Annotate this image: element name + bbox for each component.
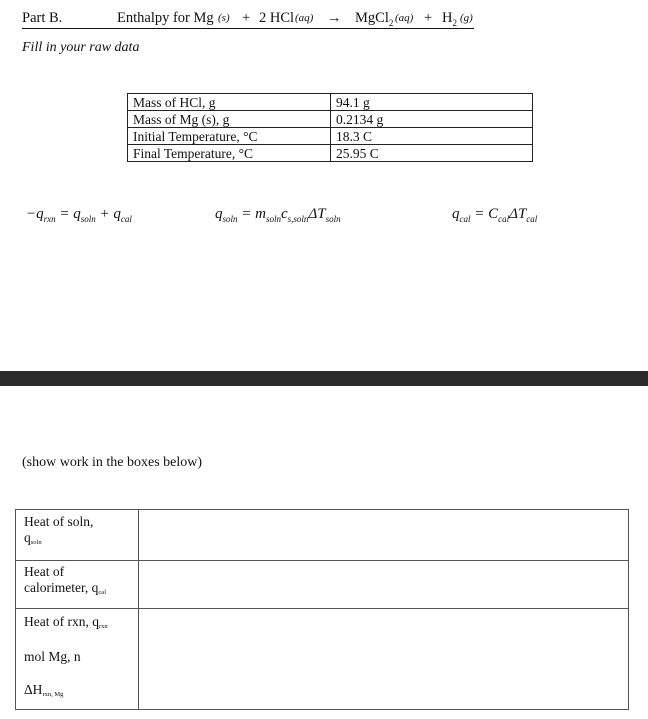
delta-h-label: $\Delta H_{rxn, Mg}$ [24, 682, 64, 698]
reaction-arrow: → [327, 10, 342, 26]
row-label: Initial Temperature, °C [128, 128, 331, 145]
row-value[interactable]: 25.95 C [331, 145, 533, 162]
plus-sign: + [242, 10, 251, 26]
heat-of-rxn-label: Heat of rxn, $q_{rxn}$ [24, 614, 108, 630]
table-row [128, 111, 533, 128]
row-value[interactable]: 0.2134 g [331, 111, 533, 128]
mg-state: (s) [218, 12, 230, 24]
plus-sign-2: + [424, 10, 433, 26]
row-label: Mass of Mg (s), g [128, 111, 331, 128]
mol-mg-label: mol Mg, n [24, 649, 81, 664]
row-label: Final Temperature, °C [128, 145, 331, 162]
work-table [15, 509, 629, 710]
header-underline [22, 28, 474, 29]
h2-term: $H_2$ [442, 10, 457, 28]
heat-of-calorimeter-label: Heat of calorimeter, $q_{cal}$ [24, 564, 106, 596]
reaction-prefix: Enthalpy for Mg [117, 10, 214, 26]
equation-qrxn: $-q_{rxn} = q_{soln} + q_{cal}$ [26, 206, 132, 224]
hcl-state: (aq) [295, 12, 314, 24]
raw-data-table [127, 93, 533, 162]
show-work-instruction: (show work in the boxes below) [22, 455, 203, 470]
table-row [128, 94, 533, 111]
row-value[interactable]: 94.1 g [331, 94, 533, 111]
part-label: Part B. [22, 10, 63, 26]
column-divider [138, 510, 139, 709]
mgcl2-term: MgCl$_2$ [355, 10, 394, 28]
row-label: Mass of HCl, g [128, 94, 331, 111]
mgcl2-state: (aq) [395, 12, 414, 24]
reaction-header [22, 10, 482, 32]
row-value[interactable]: 18.3 C [331, 128, 533, 145]
heat-of-soln-label: Heat of soln, $q_{soln}$ [24, 514, 94, 546]
equation-qcal: $q_{cal} = C_{cal}\Delta T_{cal}$ [452, 206, 538, 224]
subtitle: Fill in your raw data [22, 40, 140, 55]
heat-of-soln-work-box[interactable] [140, 510, 628, 560]
h2-state: (g) [460, 12, 473, 24]
heat-of-rxn-work-box[interactable] [140, 609, 628, 709]
table-row [128, 128, 533, 145]
heat-of-calorimeter-work-box[interactable] [140, 561, 628, 608]
equation-qsoln: $q_{soln} = m_{soln}c_{s,soln}\Delta T_{soln}$ [215, 206, 341, 224]
hcl-term: 2 HCl [259, 10, 295, 26]
table-row [128, 145, 533, 162]
page-divider-band [0, 371, 648, 386]
